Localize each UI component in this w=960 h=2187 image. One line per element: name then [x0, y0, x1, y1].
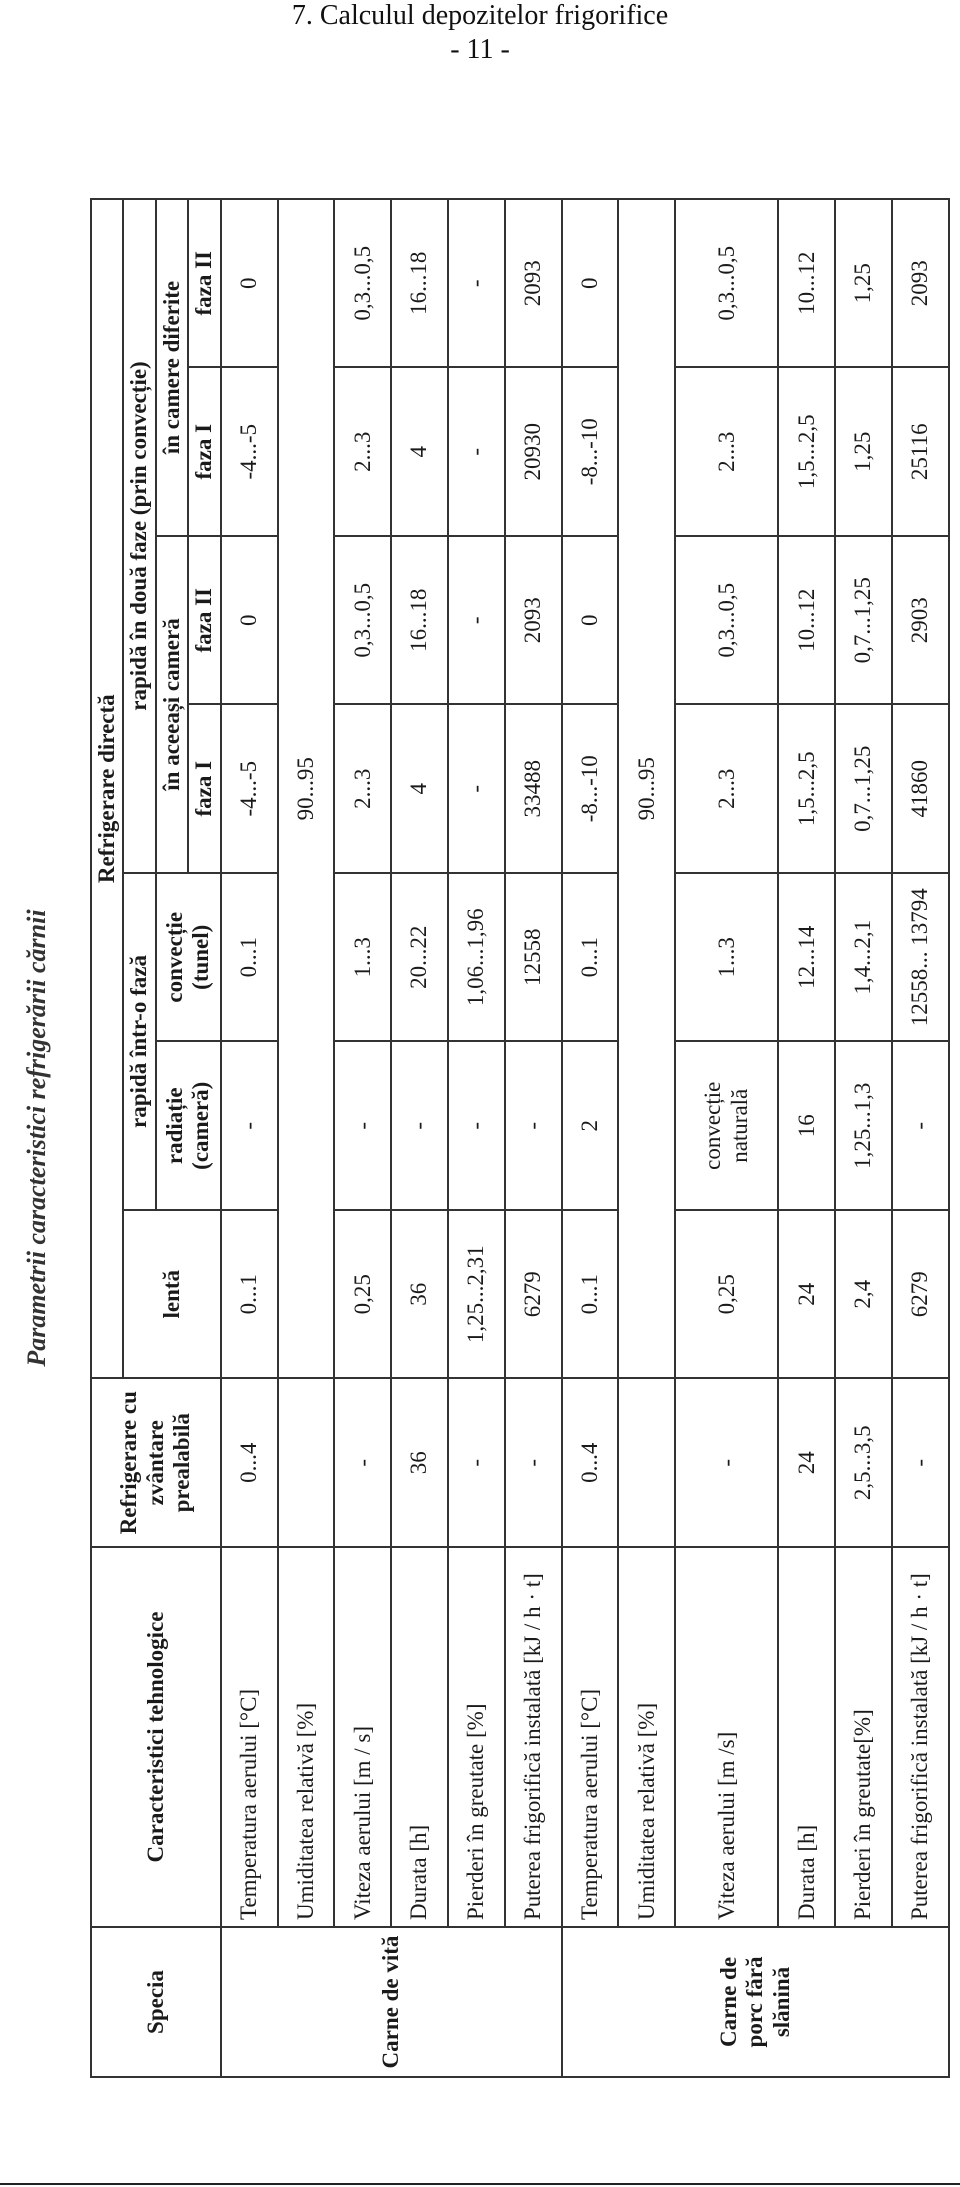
table-cell: 0,7...1,25: [835, 705, 892, 874]
table-cell: 2903: [892, 536, 949, 705]
table-cell: 10...12: [778, 199, 835, 368]
table-row: [505, 199, 562, 2077]
table-cell: 0: [221, 199, 278, 368]
table-cell: 0,3...0,5: [675, 199, 778, 368]
row-label: Puterea frigorifică instalată [kJ / h · t]: [505, 1547, 562, 1927]
table-cell-span: 90...95: [618, 199, 675, 1379]
header-row-1: [91, 199, 123, 2077]
row-label: Pierderi în greutate[%]: [835, 1547, 892, 1927]
table-cell: 2,5...3,5: [835, 1379, 892, 1548]
table-cell: [278, 1379, 335, 1548]
table-row: [391, 199, 448, 2077]
table-cell: -8...-10: [562, 368, 619, 537]
table-cell: 1,25...2,31: [448, 1210, 505, 1379]
table-cell: -: [448, 1042, 505, 1211]
table-cell: 41860: [892, 705, 949, 874]
table-cell: 2...3: [334, 368, 391, 537]
table-cell: -: [391, 1042, 448, 1211]
table-cell: 0,7...1,25: [835, 536, 892, 705]
table-cell: 20930: [505, 368, 562, 537]
table-cell: 1...3: [675, 873, 778, 1042]
table-row: [448, 199, 505, 2077]
table-row: [778, 199, 835, 2077]
header-lenta: lentă: [123, 1210, 220, 1379]
table-row: [562, 199, 619, 2077]
refrigeration-parameters-table: [90, 198, 950, 2078]
header-camere-diferite: în camere diferite: [156, 199, 188, 536]
table-row: [892, 199, 949, 2077]
table-cell: 16...18: [391, 536, 448, 705]
header-rapida-doua-faze: rapidă în două faze (prin convecție): [123, 199, 155, 873]
table-cell: 24: [778, 1379, 835, 1548]
table-row: [618, 199, 675, 2077]
row-label: Temperatura aerului [°C]: [221, 1547, 278, 1927]
table-row: [221, 199, 278, 2077]
table-cell: -: [892, 1042, 949, 1211]
table-cell: 0...4: [562, 1379, 619, 1548]
table-cell: 1...3: [334, 873, 391, 1042]
row-label: Umiditatea relativă [%]: [278, 1547, 335, 1927]
table-cell: 1,25...1,3: [835, 1042, 892, 1211]
table-cell: 0...1: [221, 1210, 278, 1379]
table-cell: 10...12: [778, 536, 835, 705]
table-cell: 1,06...1,96: [448, 873, 505, 1042]
table-cell: 0,25: [675, 1210, 778, 1379]
table-cell: -: [505, 1042, 562, 1211]
table-cell: -4...-5: [221, 368, 278, 537]
table-cell: 4: [391, 705, 448, 874]
header-aceeasi-camera: în aceeași cameră: [156, 536, 188, 873]
table-cell: -: [448, 705, 505, 874]
table-cell: 0...1: [562, 873, 619, 1042]
table-cell: 36: [391, 1210, 448, 1379]
table-cell: 1,25: [835, 368, 892, 537]
header-faza-1b: faza I: [188, 368, 220, 537]
row-label: Viteza aerului [m / s]: [334, 1547, 391, 1927]
table-cell: 2...3: [675, 705, 778, 874]
header-directa: Refrigerare directă: [91, 199, 123, 1379]
table-cell: 0...4: [221, 1379, 278, 1548]
table-cell: -4...-5: [221, 705, 278, 874]
header-caracteristici: Caracteristici tehnologice: [91, 1547, 221, 1927]
table-cell: -: [448, 1379, 505, 1548]
row-label: Pierderi în greutate [%]: [448, 1547, 505, 1927]
table-cell: 0,3...0,5: [334, 199, 391, 368]
species-cell: Carne de vită: [221, 1927, 562, 2077]
table-cell: -: [892, 1379, 949, 1548]
table-cell: -: [334, 1042, 391, 1211]
table-cell: 16...18: [391, 199, 448, 368]
table-body: [221, 199, 949, 2077]
table-row: [278, 199, 335, 2077]
table-cell: 4: [391, 368, 448, 537]
table-cell: 2093: [892, 199, 949, 368]
table-cell: 1,25: [835, 199, 892, 368]
table-cell: -: [221, 1042, 278, 1211]
table-cell: -: [334, 1379, 391, 1548]
species-cell: Carne de porc fără slănină: [562, 1927, 949, 2077]
row-label: Viteza aerului [m /s]: [675, 1547, 778, 1927]
table-cell: 12558... 13794: [892, 873, 949, 1042]
table-cell: -8...-10: [562, 705, 619, 874]
table-cell: 16: [778, 1042, 835, 1211]
header-prealabila: Refrigerare cu zvântare prealabilă: [91, 1379, 221, 1548]
table-cell: 0,25: [334, 1210, 391, 1379]
table-cell: 2093: [505, 199, 562, 368]
table-cell: -: [505, 1379, 562, 1548]
table-cell: 0...1: [221, 873, 278, 1042]
table-cell: 0: [221, 536, 278, 705]
table-cell: -: [448, 199, 505, 368]
table-cell: 1,5...2,5: [778, 705, 835, 874]
table-cell: 24: [778, 1210, 835, 1379]
table-cell: -: [448, 536, 505, 705]
table-cell: 12...14: [778, 873, 835, 1042]
table-caption: Parametrii caracteristici refrigerării cărnii: [22, 909, 51, 1367]
row-label: Durata [h]: [391, 1547, 448, 1927]
table-cell: 25116: [892, 368, 949, 537]
table-cell: 6279: [892, 1210, 949, 1379]
table-cell: 2: [562, 1042, 619, 1211]
table-cell-span: 90...95: [278, 199, 335, 1379]
table-cell: 0...1: [562, 1210, 619, 1379]
bottom-rule: [0, 2183, 960, 2185]
header-faza-1: faza I: [188, 705, 220, 874]
rotated-table-scan: [22, 198, 950, 2078]
page-header: 7. Calculul depozitelor frigorifice: [291, 0, 669, 31]
table-row: [835, 199, 892, 2077]
table-cell: 1,4...2,1: [835, 873, 892, 1042]
row-label: Durata [h]: [778, 1547, 835, 1927]
table-cell: 2...3: [334, 705, 391, 874]
table-row: [334, 199, 391, 2077]
table-cell: 20...22: [391, 873, 448, 1042]
table-cell: 2...3: [675, 368, 778, 537]
table-cell: 0: [562, 536, 619, 705]
row-label: Umiditatea relativă [%]: [618, 1547, 675, 1927]
table-cell: 6279: [505, 1210, 562, 1379]
table-cell: [618, 1379, 675, 1548]
header-radiatie: radiație (cameră): [156, 1042, 221, 1211]
header-rapida-o-faza: rapidă într-o fază: [123, 873, 155, 1210]
table-cell: 2,4: [835, 1210, 892, 1379]
row-label: Temperatura aerului [°C]: [562, 1547, 619, 1927]
header-conv-tunel: convecție (tunel): [156, 873, 221, 1042]
table-cell: -: [675, 1379, 778, 1548]
row-label: Puterea frigorifică instalată [kJ / h · t]: [892, 1547, 949, 1927]
page-number: - 11 -: [450, 34, 510, 65]
header-faza-2b: faza II: [188, 199, 220, 368]
table-cell: 0,3...0,5: [675, 536, 778, 705]
table-cell: 1,5...2,5: [778, 368, 835, 537]
table-cell: 0: [562, 199, 619, 368]
table-cell: 33488: [505, 705, 562, 874]
table-cell: 0,3...0,5: [334, 536, 391, 705]
table-cell: -: [448, 368, 505, 537]
header-faza-2: faza II: [188, 536, 220, 705]
table-cell: convecție naturală: [675, 1042, 778, 1211]
table-cell: 2093: [505, 536, 562, 705]
table-cell: 12558: [505, 873, 562, 1042]
table-cell: 36: [391, 1379, 448, 1548]
table-row: [675, 199, 778, 2077]
header-specia: Specia: [91, 1927, 221, 2077]
